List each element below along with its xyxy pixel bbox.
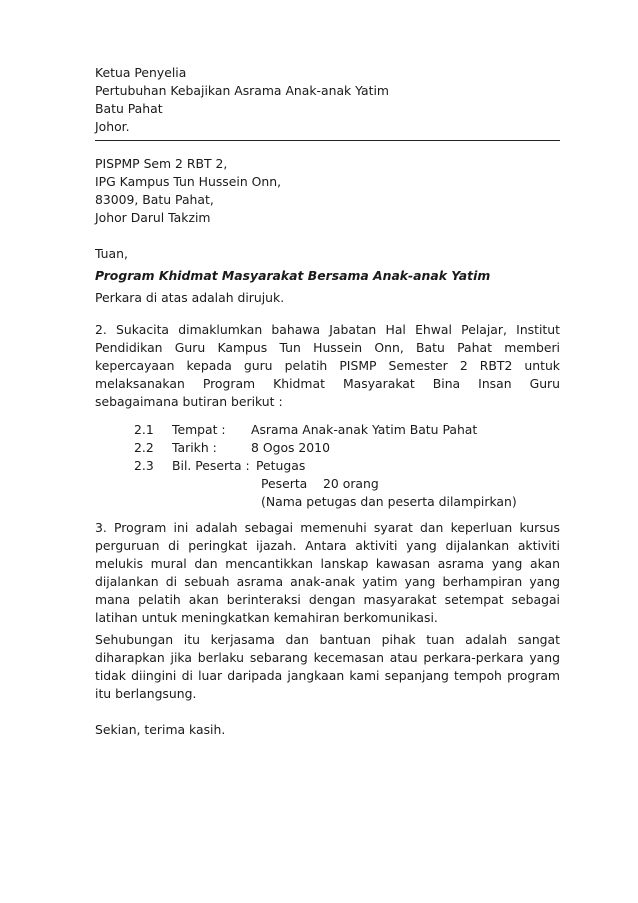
para2-line-1: 2. Sukacita dimaklumkan bahawa Jabatan Hal Ehwal Pelajar, Institut bbox=[95, 322, 560, 337]
para2-line-3: kepercayaan kepada guru pelatih PISMP Semester 2 RBT2 untuk bbox=[95, 358, 560, 373]
detail-1-number: 2.1 bbox=[134, 422, 154, 437]
detail-2-label: Tarikh : bbox=[172, 440, 217, 455]
detail-2-value: 8 Ogos 2010 bbox=[251, 440, 330, 455]
para3-line-4: dijalankan di sebuah asrama anak-anak yatim yang berhampiran yang bbox=[95, 574, 560, 589]
detail-3-value: Petugas bbox=[256, 458, 306, 473]
recipient-line-2: Pertubuhan Kebajikan Asrama Anak-anak Yatim bbox=[95, 83, 389, 98]
para3-line-3: melukis mural dan mencantikkan lanskap kawasan asrama yang akan bbox=[95, 556, 560, 571]
sender-line-2: IPG Kampus Tun Hussein Onn, bbox=[95, 174, 282, 189]
detail-1-label: Tempat : bbox=[172, 422, 226, 437]
detail-1-value: Asrama Anak-anak Yatim Batu Pahat bbox=[251, 422, 478, 437]
detail-participants: Peserta 20 orang bbox=[261, 476, 379, 491]
closing-line: Sekian, terima kasih. bbox=[95, 722, 226, 737]
detail-2-number: 2.2 bbox=[134, 440, 154, 455]
para3-line-6: latihan untuk meningkatkan kemahiran berkomunikasi. bbox=[95, 610, 438, 625]
sender-line-3: 83009, Batu Pahat, bbox=[95, 192, 214, 207]
para3-line-5: mana pelatih akan berinteraksi dengan masyarakat setempat sebagai bbox=[95, 592, 560, 607]
reference-line: Perkara di atas adalah dirujuk. bbox=[95, 290, 285, 305]
para4-line-1: Sehubungan itu kerjasama dan bantuan pihak tuan adalah sangat bbox=[95, 632, 560, 647]
recipient-line-3: Batu Pahat bbox=[95, 101, 163, 116]
detail-3-label: Bil. Peserta : bbox=[172, 458, 250, 473]
subject-heading: Program Khidmat Masyarakat Bersama Anak-anak Yatim bbox=[95, 268, 491, 283]
para2-line-2: Pendidikan Guru Kampus Tun Hussein Onn, Batu Pahat memberi bbox=[95, 340, 560, 355]
detail-attachment-note: (Nama petugas dan peserta dilampirkan) bbox=[261, 494, 517, 509]
sender-line-4: Johor Darul Takzim bbox=[95, 210, 211, 225]
para2-line-4: melaksanakan Program Khidmat Masyarakat Bina Insan Guru bbox=[95, 376, 560, 391]
detail-3-number: 2.3 bbox=[134, 458, 154, 473]
para4-line-4: itu berlangsung. bbox=[95, 686, 197, 701]
recipient-line-1: Ketua Penyelia bbox=[95, 65, 187, 80]
para2-line-5: sebagaimana butiran berikut : bbox=[95, 394, 283, 409]
para4-line-2: diharapkan jika berlaku sebarang kecemasan atau perkara-perkara yang bbox=[95, 650, 560, 665]
para3-line-2: perguruan di peringkat ijazah. Antara aktiviti yang dijalankan aktiviti bbox=[95, 538, 560, 553]
salutation: Tuan, bbox=[95, 246, 128, 261]
recipient-line-4: Johor. bbox=[95, 119, 130, 134]
para4-line-3: tidak diingini di luar daripada jangkaan kami sepanjang tempoh program bbox=[95, 668, 560, 683]
header-divider bbox=[95, 140, 560, 141]
sender-line-1: PISPMP Sem 2 RBT 2, bbox=[95, 156, 228, 171]
para3-line-1: 3. Program ini adalah sebagai memenuhi syarat dan keperluan kursus bbox=[95, 520, 560, 535]
